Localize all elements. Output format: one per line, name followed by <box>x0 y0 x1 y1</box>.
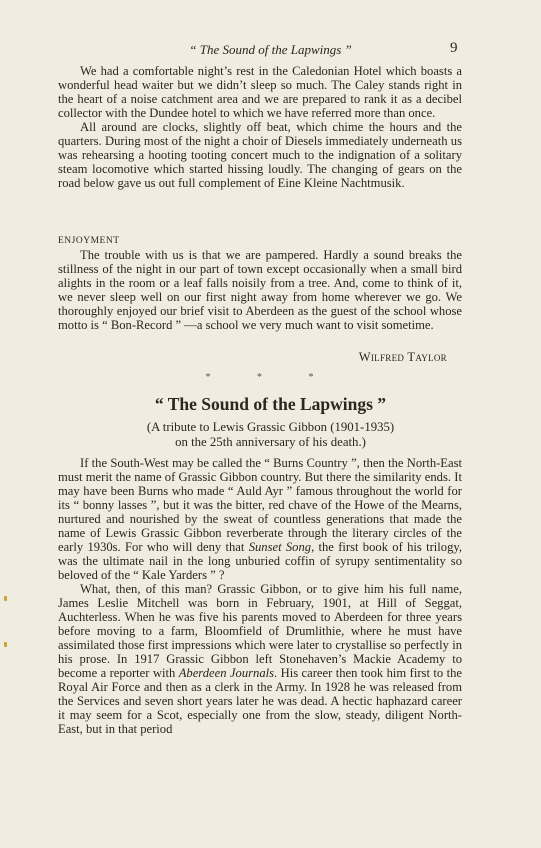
opening-text-block <box>58 64 462 190</box>
section-heading: ENJOYMENT <box>58 236 120 246</box>
subtitle-line: on the 25th anniversary of his death.) <box>175 435 366 449</box>
margin-mark <box>4 596 7 601</box>
margin-mark <box>4 642 7 647</box>
subtitle-line: (A tribute to Lewis Grassic Gibbon (1901-1935) <box>146 420 395 434</box>
enjoyment-text-block <box>58 248 462 332</box>
section-divider-asterisms: * * * <box>205 372 336 383</box>
author-signature: Wilfred Taylor <box>358 350 447 364</box>
page-number: 9 <box>450 40 458 56</box>
newspaper-title-italic: Aberdeen Journals <box>178 666 275 680</box>
book-title-italic: Sunset Song <box>248 540 312 554</box>
paragraph: All around are clocks, slightly off beat, which chime the hours and the quarters. During most of the night a choir of Diesels immediately underneath us was rehearsing a hooting tooting concert much to the indignation of a solitary steam locomotive which started hissing loudly. The changing of gears on the road below gave us out full complement of Eine Kleine Nachtmusik. <box>58 120 462 190</box>
paragraph: The trouble with us is that we are pampered. Hardly a sound breaks the stillness of the night in our part of town except occasionally when a small bird alights in the room or a leaf falls noisily from a tree. And, come to think of it, we never sleep well on our first night away from home wherever we go. We thoroughly enjoyed our brief visit to Aberdeen as the guest of the school whose motto is “ Bon-Record ” —a school we very much want to visit sometime. <box>58 248 462 332</box>
paragraph: If the South-West may be called the “ Burns Country ”, then the North-East must merit the name of Grassic Gibbon country. But there the similarity ends. It may have been Burns who made “ Auld Ayr ” famous throughout the world for its “ bonny lasses ”, but it was the bitter, red chave of the Howe of the Mearns, nurtured and nourished by the sweat of countless generations that made the name of Lewis Grassic Gibbon reverberate through the literary circles of the early 1930s. For who will deny that Sunset Song, the first book of his trilogy, was the ultimate nail in the long unburied coffin of syrupy sentimentality so beloved of the “ Kale Yarders ” ? <box>58 456 462 582</box>
paragraph: We had a comfortable night’s rest in the Caledonian Hotel which boasts a wonderful head waiter but we didn’t sleep so much. The Caley stands right in the heart of a noise catchment area and we are prepared to rank it as a decibel collector with the Dundee hotel to which we have referred more than once. <box>58 64 462 120</box>
paragraph: What, then, of this man? Grassic Gibbon, or to give him his full name, James Leslie Mitchell was born in February, 1901, at Hill of Seggat, Auchterless. When he was five his parents moved to Aberdeen for three years before moving to a farm, Bloomfield of Drumlithie, where he must have assimilated those first impressions which were later to crystallise so perfectly in his prose. In 1917 Grassic Gibbon left Stonehaven’s Mackie Academy to become a reporter with Aberdeen Journals. His career then took him first to the Royal Air Force and then as a clerk in the Army. In 1928 he was released from the Services and seven short years later he was dead. A hectic haphazard career it may seem for a Scot, especially one from the slow, steady, diligent North-East, but in that period <box>58 582 462 736</box>
article-subtitle <box>0 420 541 450</box>
article-body <box>58 456 462 736</box>
article-title: “ The Sound of the Lapwings ” <box>154 394 387 414</box>
running-head: “ The Sound of the Lapwings ” <box>189 42 352 57</box>
